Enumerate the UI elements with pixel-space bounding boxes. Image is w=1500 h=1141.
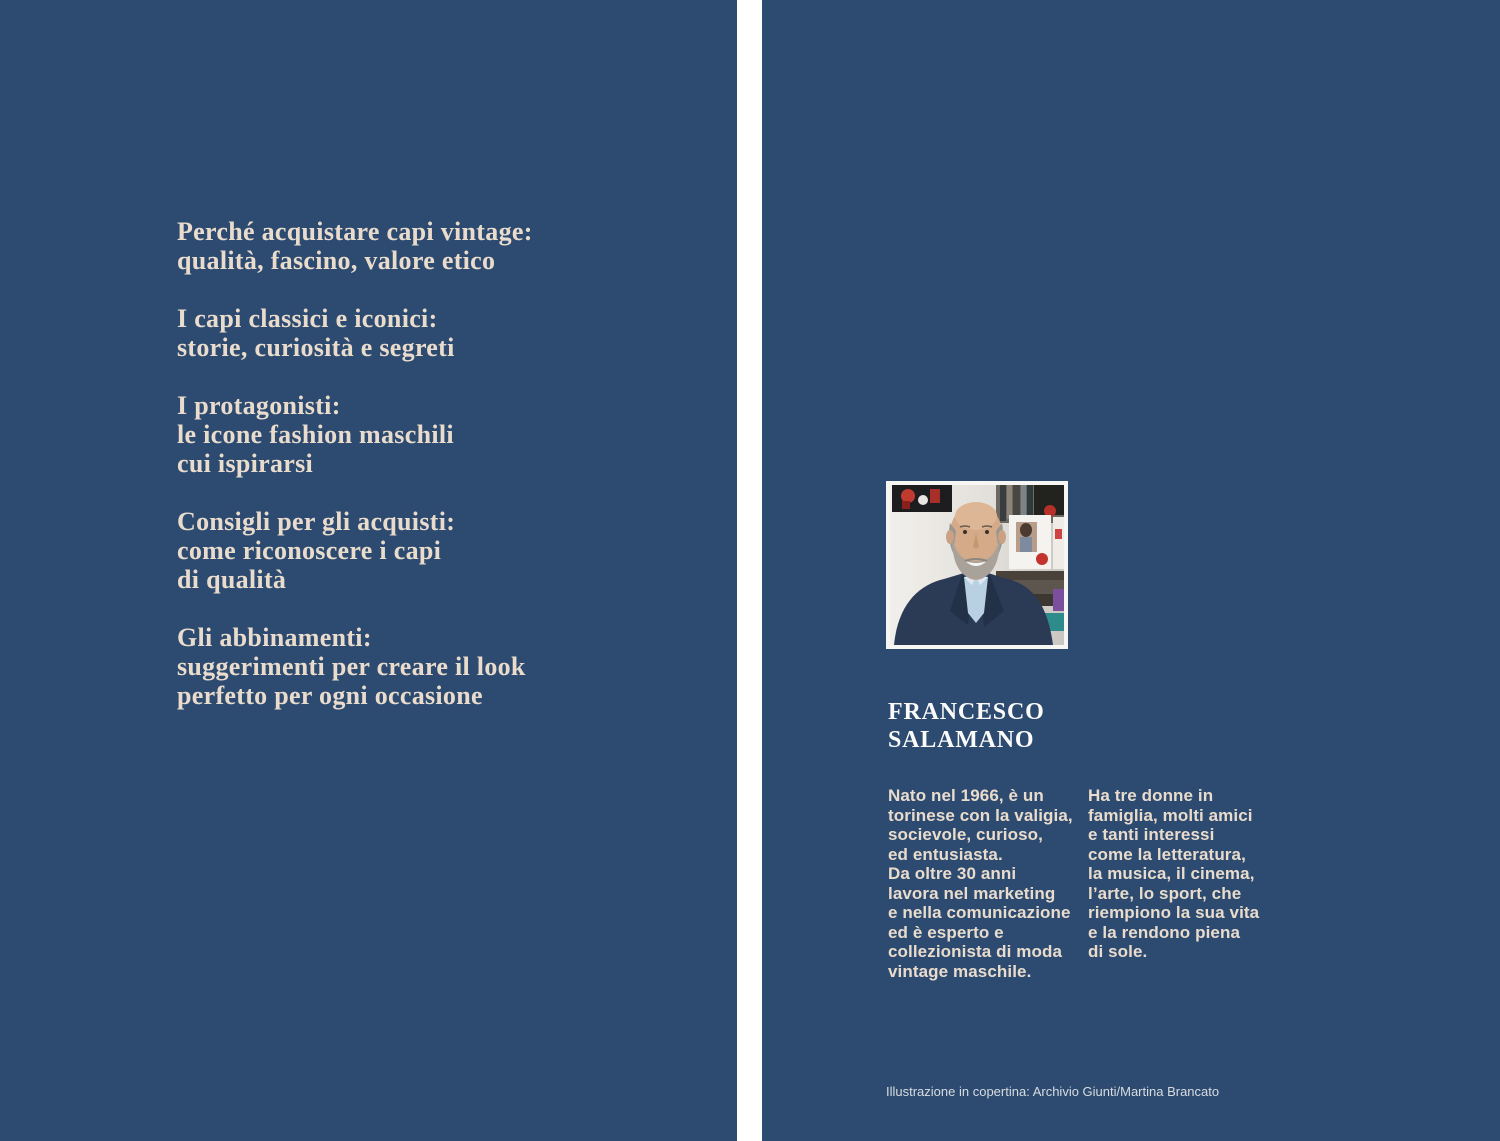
- author-photo: [886, 481, 1068, 649]
- contents-item-vintage: Perché acquistare capi vintage: qualità, fascino, valore etico: [177, 217, 533, 275]
- author-bio: [888, 786, 1288, 981]
- author-bio-column-2: Ha tre donne in famiglia, molti amici e tanti interessi come la letteratura, la musica, il cinema, l’arte, lo sport, che riempiono la sua vita e la rendono piena di sole.: [1088, 786, 1260, 961]
- contents-item-abbinamenti: Gli abbinamenti: suggerimenti per creare il look perfetto per ogni occasione: [177, 623, 526, 710]
- contents-list: [177, 217, 657, 739]
- cover-illustration-credit: Illustrazione in copertina: Archivio Giunti/Martina Brancato: [886, 1084, 1220, 1099]
- contents-item-classici: I capi classici e iconici: storie, curiosità e segreti: [177, 304, 455, 362]
- contents-item-protagonisti: I protagonisti: le icone fashion maschili cui ispirarsi: [177, 391, 454, 478]
- contents-item-consigli: Consigli per gli acquisti: come riconoscere i capi di qualità: [177, 507, 456, 594]
- author-name: FRANCESCO SALAMANO: [888, 699, 1045, 753]
- author-bio-column-1: Nato nel 1966, è un torinese con la valigia, socievole, curioso, ed entusiasta. Da oltre 30 anni lavora nel marketing e nella comunicazione ed è esperto e collezionista di moda vintage maschile.: [888, 786, 1073, 981]
- author-photo-illustration: [890, 485, 1064, 645]
- back-cover-panel: [0, 0, 737, 1141]
- author-flap-panel: [762, 0, 1500, 1141]
